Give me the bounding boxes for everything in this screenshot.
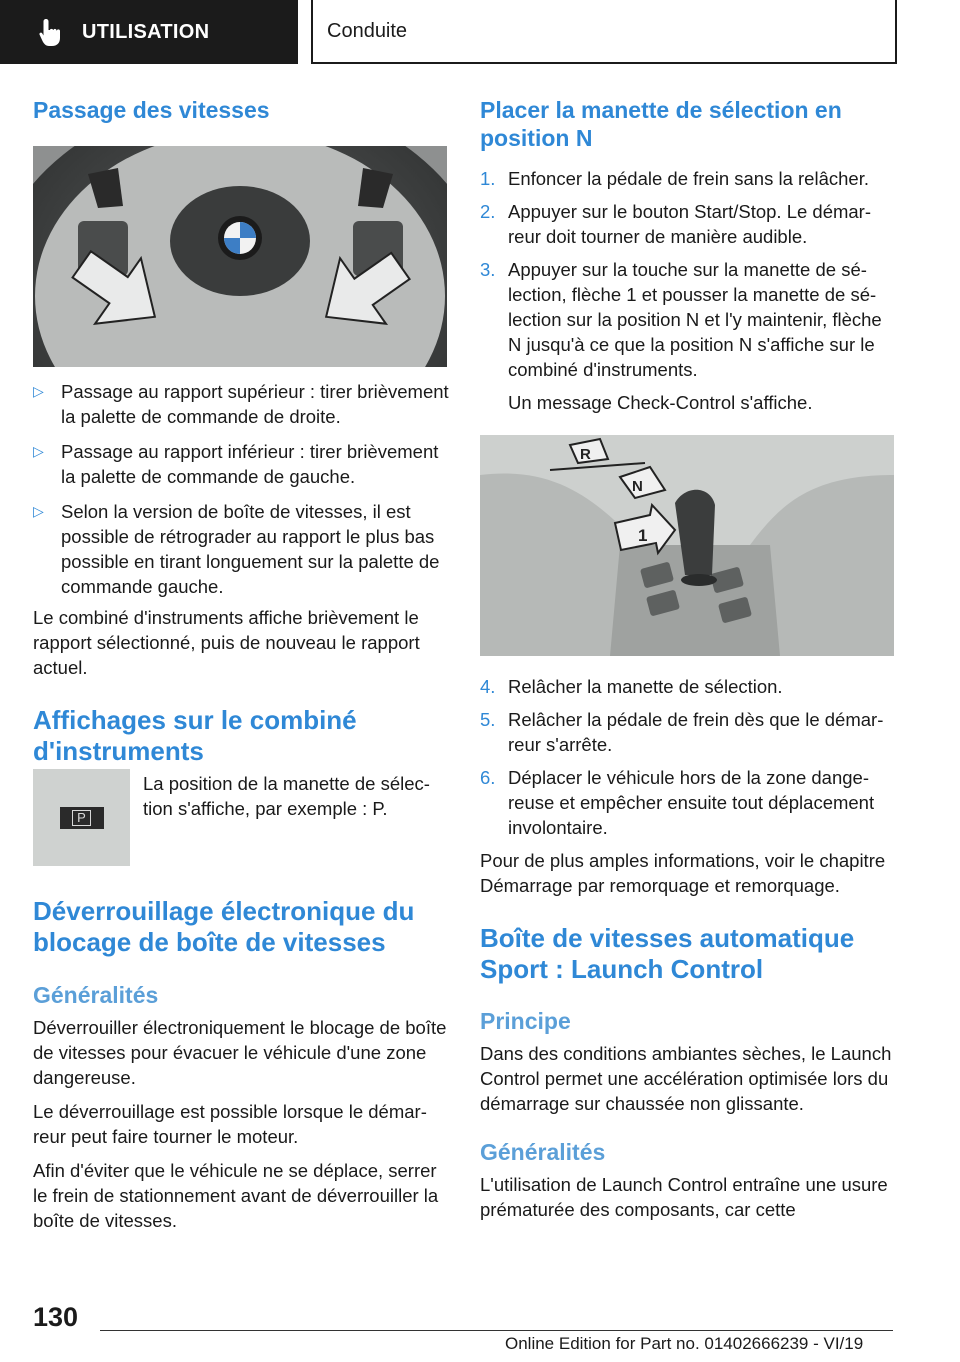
- triangle-bullet-icon: ▷: [33, 383, 44, 399]
- steps-list-b: [480, 674, 896, 840]
- list-item: ▷ Passage au rapport supérieur : tirer brièvement la palette de commande de droite.: [33, 381, 449, 427]
- list-item: 5. Relâcher la pédale de frein dès que le démarreur s'arrête.: [480, 709, 884, 755]
- list-item: ▷ Selon la version de boîte de vitesses, il est possible de rétrograder au rapport le plus bas possible en tirant longuement sur la palette de commande gauche.: [33, 501, 440, 597]
- left-column: [33, 96, 449, 1233]
- gen-paragraph-2: Le déverrouillage est possible lorsque le démarreur peut faire tourner le moteur.: [33, 1101, 427, 1147]
- label-n: N: [632, 478, 643, 495]
- heading-placer: Placer la manette de sélection en position N: [480, 97, 842, 151]
- info-paragraph: Pour de plus amples informations, voir le chapitre Démarrage par remorquage et remorquage.: [480, 850, 886, 896]
- chapter-tab: [311, 0, 897, 64]
- steps-list-a: [480, 166, 896, 382]
- list-item: ▷ Passage au rapport inférieur : tirer brièvement la palette de commande de gauche.: [33, 441, 439, 487]
- page-number: 130: [33, 1302, 79, 1332]
- gen-paragraph-3: Afin d'éviter que le véhicule ne se déplace, serrer le frein de stationnement avant de déverrouiller la boîte de vitesses.: [33, 1160, 439, 1231]
- list-item: 1. Enfoncer la pédale de frein sans la relâcher.: [480, 168, 869, 189]
- heading-deverrouillage: Déverrouillage électronique du blocage de boîte de vitesses: [33, 896, 415, 957]
- selector-lever-image: [480, 435, 894, 656]
- section-title: UTILISATION: [82, 20, 210, 43]
- passage-list: [33, 379, 449, 599]
- affichages-text: La position de la manette de sélection s'affiche, par exemple : P.: [143, 773, 430, 819]
- principe-paragraph: Dans des conditions ambiantes sèches, le Launch Control permet une accélération optimisée lors du démarrage sur chaussée non glissante.: [480, 1043, 892, 1114]
- list-item: 3. Appuyer sur la touche sur la manette de sélection, flèche 1 et pousser la manette de sélection sur la position N et l'y maintenir, flèche N jusqu'à ce que la position N s'affiche sur le combiné d'instruments.: [480, 259, 882, 380]
- list-item: 2. Appuyer sur le bouton Start/Stop. Le démarreur doit tourner de manière audible.: [480, 201, 872, 247]
- edition-note: Online Edition for Part no. 01402666239 - VI/19: [505, 1334, 864, 1353]
- heading-passage: Passage des vitesses: [33, 97, 270, 123]
- heading-launch: Boîte de vitesses automatique Sport : Launch Control: [480, 923, 855, 984]
- heading-generalites-2: Généralités: [480, 1139, 606, 1165]
- hand-pointer-icon: [38, 17, 64, 47]
- heading-affichages: Affichages sur le combiné d'instruments: [33, 705, 357, 766]
- list-item: 6. Déplacer le véhicule hors de la zone dangereuse et empêcher ensuite tout déplacement involontaire.: [480, 767, 875, 838]
- gen2-paragraph: L'utilisation de Launch Control entraîne une usure prématurée des composants, car cette: [480, 1174, 888, 1220]
- step3-note: Un message Check-Control s'affiche.: [508, 392, 813, 413]
- triangle-bullet-icon: ▷: [33, 443, 44, 459]
- heading-principe: Principe: [480, 1008, 571, 1034]
- passage-paragraph: Le combiné d'instruments affiche brièvement le rapport sélectionné, puis de nouveau le rapport actuel.: [33, 607, 420, 678]
- label-1: 1: [638, 526, 648, 545]
- steering-wheel-image: [33, 146, 447, 367]
- right-column: [480, 96, 896, 1222]
- display-p-image: [33, 769, 130, 866]
- list-item: 4. Relâcher la manette de sélection.: [480, 676, 783, 697]
- footer-rule: [100, 1330, 893, 1331]
- section-tab: [0, 0, 298, 64]
- gen-paragraph-1: Déverrouiller électroniquement le blocage de boîte de vitesses pour évacuer le véhicule d'une zone dangereuse.: [33, 1017, 447, 1088]
- heading-generalites: Généralités: [33, 982, 159, 1008]
- label-r: R: [580, 446, 591, 463]
- triangle-bullet-icon: ▷: [33, 503, 44, 519]
- chapter-title: Conduite: [327, 19, 408, 42]
- gear-indicator: P: [72, 810, 91, 826]
